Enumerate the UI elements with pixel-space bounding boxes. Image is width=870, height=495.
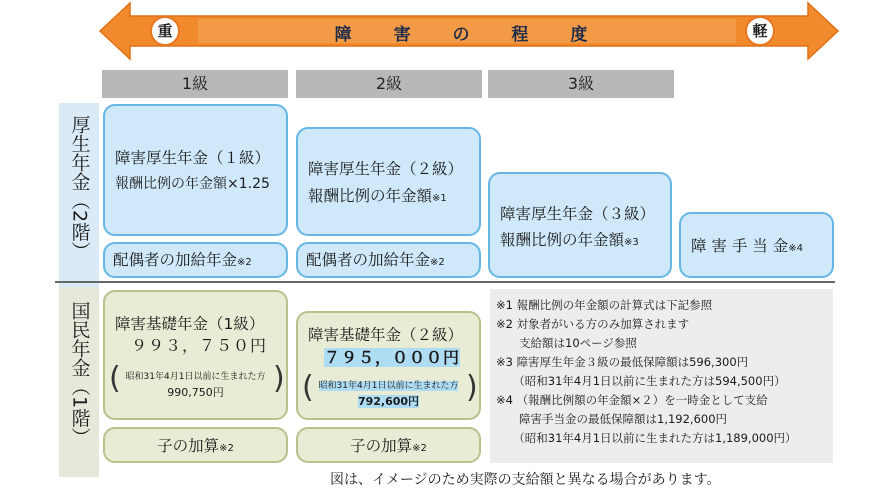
kosei-grade3-note: ※3: [624, 237, 639, 248]
notes-panel: [490, 289, 833, 463]
grade-header-3: 3級: [488, 70, 674, 98]
child-note-1: ※2: [219, 443, 234, 454]
paren-close-2: ): [466, 370, 478, 405]
kokumin-grade2-born-amount: 792,600円: [357, 395, 420, 408]
grade-header-1: 1級: [102, 70, 288, 98]
kokumin-child-box-1: [103, 427, 288, 463]
kokumin-side-text: 国民年金（1階）: [68, 301, 91, 447]
paren-open-1: (: [109, 361, 121, 396]
severity-title: 障 害 の 程 度: [334, 25, 606, 45]
kokumin-child-box-2: [296, 427, 481, 463]
kosei-grade3-title: 障害厚生年金（３級）: [500, 205, 656, 223]
severe-label: 重: [150, 16, 180, 46]
kosei-grade2-amount: 報酬比例の年金額: [308, 187, 433, 205]
kosei-grade2-note: ※1: [432, 193, 447, 204]
kosei-side-text: 厚生年金（2階）: [68, 115, 91, 261]
note-line: ※2 対象者がいる方のみ加算されます: [496, 317, 690, 331]
kosei-grade1-amount: 報酬比例の年金額×1.25: [115, 176, 270, 192]
kokumin-side-label: [59, 287, 99, 477]
child-label-1: 子の加算: [157, 437, 220, 455]
kokumin-grade1-born-note: 昭和31年4月1日以前に生まれた方: [125, 372, 266, 382]
note-line: 支給額は10ページ参照: [496, 336, 637, 350]
paren-open-2: (: [302, 370, 314, 405]
kosei-grade2-box: [296, 127, 481, 236]
kosei-spouse-box-1: [103, 242, 288, 278]
footer-note: 図は、イメージのため実際の支給額と異なる場合があります。: [330, 472, 721, 488]
kosei-spouse-box-2: [296, 242, 481, 278]
child-label-2: 子の加算: [350, 437, 413, 455]
kosei-grade1-title: 障害厚生年金（１級）: [115, 149, 271, 167]
grade-header-2: 2級: [296, 70, 482, 98]
child-note-2: ※2: [412, 443, 427, 454]
kosei-side-label: [59, 103, 99, 289]
mild-label: 軽: [745, 16, 775, 46]
kokumin-grade2-title: 障害基礎年金（２級）: [308, 326, 464, 344]
kokumin-grade1-born-amount: 990,750円: [167, 386, 224, 399]
paren-close-1: ): [273, 361, 285, 396]
note-line: 障害手当金の最低保障額は1,192,600円: [496, 412, 728, 426]
tier-divider: [55, 281, 835, 283]
teate-title: 障 害 手 当 金: [691, 237, 789, 255]
kosei-grade3-amount: 報酬比例の年金額: [500, 231, 625, 249]
kosei-grade3-box: [488, 172, 672, 278]
note-line: ※1 報酬比例の年金額の計算式は下記参照: [496, 298, 713, 312]
teate-note: ※4: [788, 243, 803, 254]
kokumin-grade2-amount: ７９５，０００円: [324, 348, 461, 367]
spouse-note-1: ※2: [237, 257, 252, 268]
kosei-grade1-box: [103, 104, 288, 236]
teate-box: [679, 212, 834, 278]
kokumin-grade2-born-note: 昭和31年4月1日以前に生まれた方: [318, 381, 459, 391]
kosei-grade2-title: 障害厚生年金（２級）: [308, 160, 464, 178]
note-line: （昭和31年4月1日以前に生まれた方は1,189,000円）: [496, 431, 797, 445]
spouse-note-2: ※2: [430, 257, 445, 268]
kokumin-grade2-box: [296, 311, 481, 420]
spouse-label-2: 配偶者の加給年金: [306, 251, 431, 269]
note-line: ※3 障害厚生年金３級の最低保障額は596,300円: [496, 355, 749, 369]
note-line: ※4 （報酬比例額の年金額×２）を一時金として支給: [496, 393, 768, 407]
kokumin-grade1-amount: ９９３，７５０円: [131, 336, 268, 355]
kokumin-grade1-title: 障害基礎年金（1級）: [115, 315, 265, 333]
spouse-label-1: 配偶者の加給年金: [113, 251, 238, 269]
kokumin-grade1-box: [103, 290, 288, 420]
note-line: （昭和31年4月1日以前に生まれた方は594,500円）: [496, 374, 786, 388]
